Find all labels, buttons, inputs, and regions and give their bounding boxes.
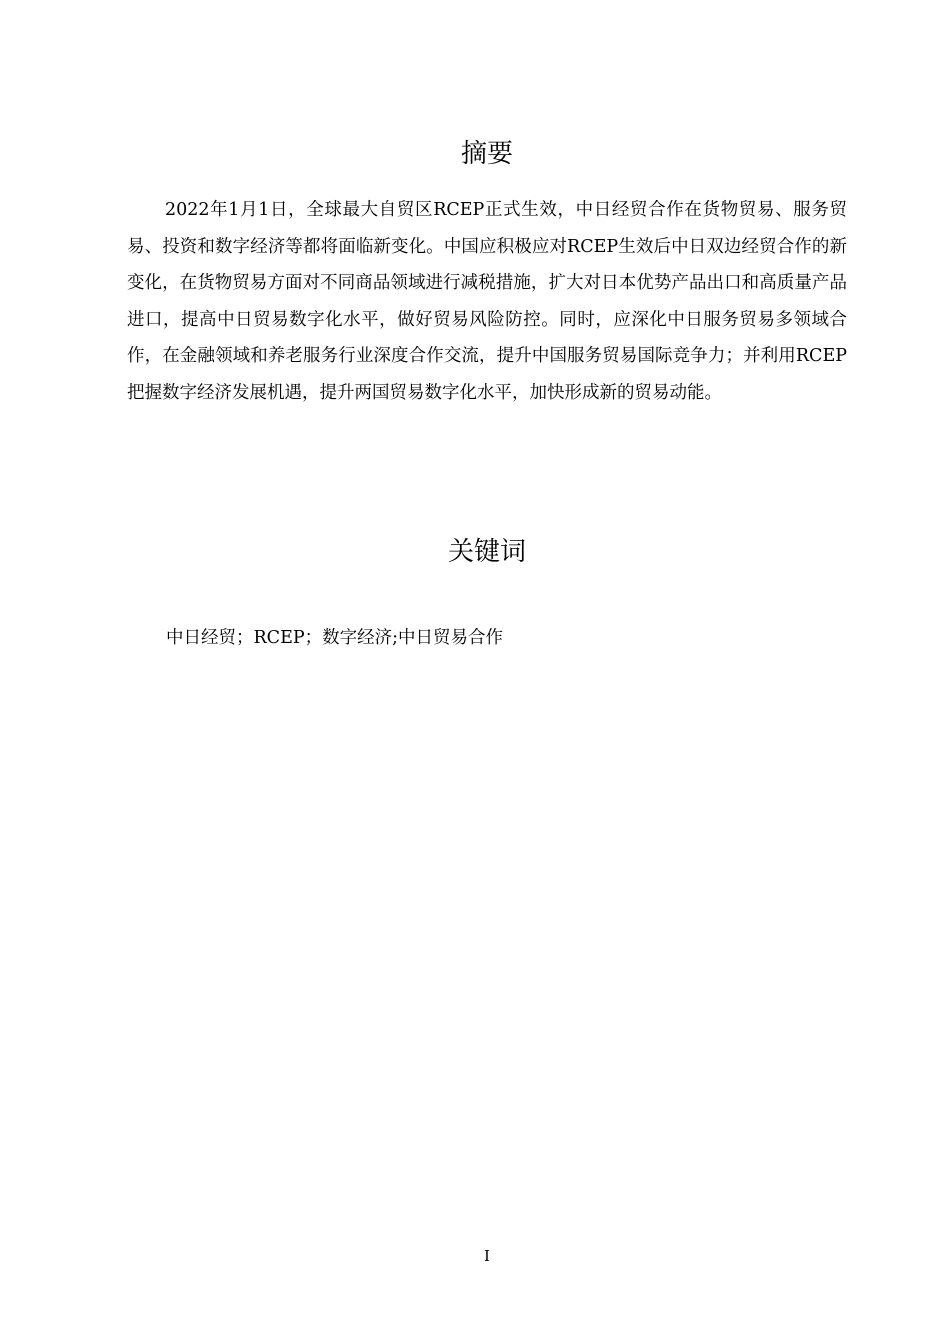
abstract-title: 摘要 <box>460 139 513 169</box>
abstract-body: 2022年1月1日，全球最大自贸区RCEP正式生效，中日经贸合作在货物贸易、服务贸易、投资和数字经济等都将面临新变化。中国应积极应对RCEP生效后中日双边经贸合作的新变化，在货物贸易方面对不同商品领域进行减税措施，扩大对日本优势产品出口和高质量产品进口，提高中日贸易数字化水平，做好贸易风险防控。同时，应深化中日服务贸易多领域合作，在金融领域和养老服务行业深度合作交流，提升中国服务贸易国际竞争力；并利用RCEP把握数字经济发展机遇，提升两国贸易数字化水平，加快形成新的贸易动能。 <box>127 200 847 403</box>
keywords-title: 关键词 <box>447 537 526 567</box>
page-number: I <box>484 1247 490 1265</box>
keywords-body: 中日经贸；RCEP；数字经济;中日贸易合作 <box>166 628 504 648</box>
